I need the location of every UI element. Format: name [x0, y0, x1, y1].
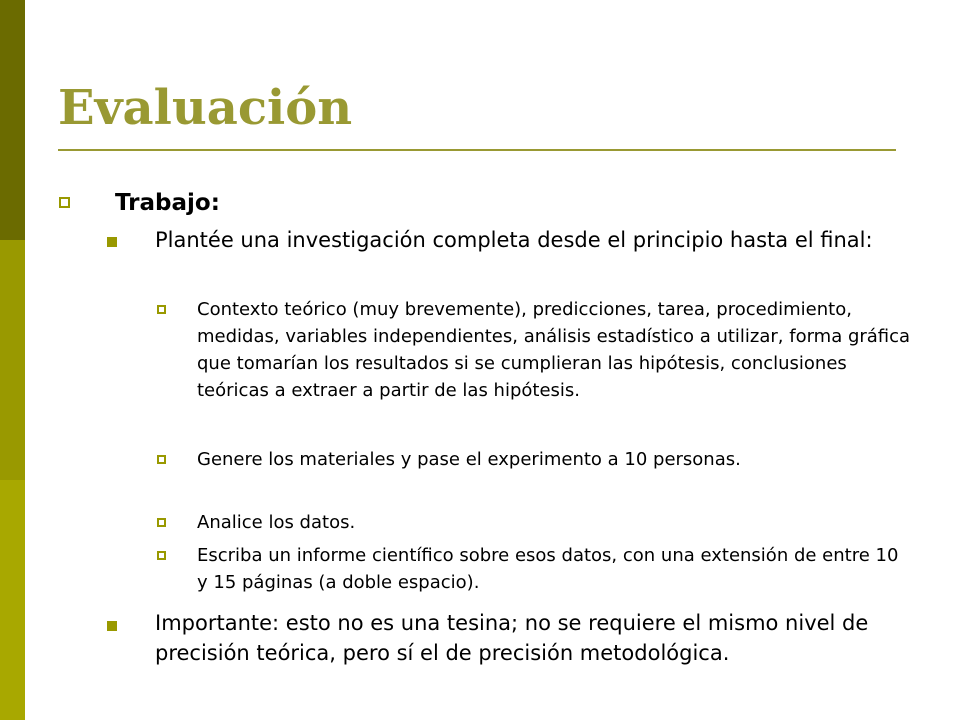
subpoint-materiales: Genere los materiales y pase el experimento a 10 personas.	[197, 449, 741, 470]
square-bullet-icon	[157, 518, 166, 527]
title-divider	[58, 149, 896, 151]
square-bullet-icon	[157, 305, 166, 314]
heading-trabajo	[115, 187, 220, 219]
subpoint-informe: Escriba un informe científico sobre esos datos, con una extensión de entre 10 y 15 páginas (a doble espacio).	[197, 545, 899, 593]
point-importante: Importante: esto no es una tesina; no se requiere el mismo nivel de precisión teórica, pero sí el de precisión metodológica.	[155, 611, 869, 665]
subpoint-analice: Analice los datos.	[197, 512, 356, 533]
square-bullet-icon	[157, 455, 166, 464]
subpoint-contexto: Contexto teórico (muy brevemente), predicciones, tarea, procedimiento, medidas, variables independientes, análisis estadístico a utilizar, forma gráfica que tomarían los resultados si se cumplieran las hipótesis, conclusiones teóricas a extraer a partir de las hipótesis.	[197, 299, 911, 401]
side-bar-bottom	[0, 480, 25, 720]
slide-title: Evaluación	[58, 80, 353, 136]
square-bullet-icon	[107, 237, 117, 247]
side-bar-top	[0, 0, 25, 240]
square-bullet-icon	[107, 621, 117, 631]
heading-text: Trabajo	[115, 190, 211, 216]
square-bullet-icon	[59, 197, 70, 208]
heading-colon: :	[210, 190, 220, 216]
point-plan: Plantée una investigación completa desde el principio hasta el final:	[155, 228, 873, 252]
square-bullet-icon	[157, 551, 166, 560]
side-bar-middle	[0, 240, 25, 480]
